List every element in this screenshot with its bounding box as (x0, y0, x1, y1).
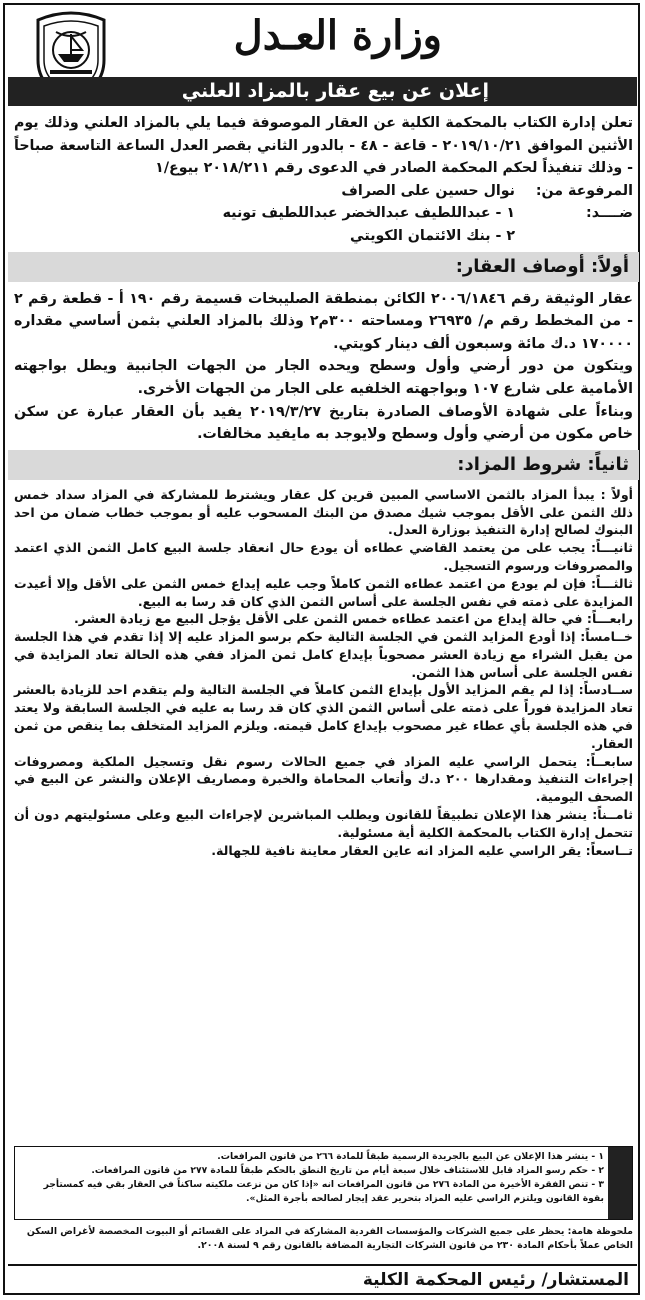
conditions-list (14, 486, 633, 860)
announcement-title: إعلان عن بيع عقار بالمزاد العلني (8, 77, 637, 106)
property-description-1: عقار الوثيقة رقم ٢٠٠٦/١٨٤٦ الكائن بمنطقة الصليبخات قسيمة رقم ١٩٠ أ - قطعة رقم ٢ - من المخطط رقم م/ ٢٦٩٣٥ ومساحته ٣٠٠م٢ وذلك بالمزاد العلني بثمن أساسي مقداره ١٧٠٠٠٠ د.ك مائة وسبعون ألف دينار كويتي. (14, 290, 633, 352)
announcement-body (14, 112, 633, 859)
notes-side-bar (608, 1147, 632, 1219)
ministry-name: وزارة العـدل (233, 12, 442, 59)
condition-9: تــاسعاً: يقر الراسي عليه المزاد انه عاين العقار معاينة نافية للجهالة. (211, 842, 633, 858)
intro-paragraph: تعلن إدارة الكتاب بالمحكمة الكلية عن العقار الموصوفة فيما يلي بالمزاد العلني وذلك يوم الأثنين الموافق ٢٠١٩/١٠/٢١ - قاعة - ٤٨ - بالدور الثاني بقصر العدل الساعة التاسعة صباحاً - وذلك تنفيذاً لحكم المحكمة الصادر في الدعوى رقم ٢٠١٨/٢١١ بيوع/١ (14, 115, 633, 177)
condition-4: رابعـــاً: في حالة إيداع من اعتمد عطاءه خمس الثمن على الأقل يؤجل البيع مع زيادة العشر. (73, 611, 633, 627)
plaintiff-name: نوال حسين على الصراف (341, 182, 515, 199)
note-1: ١ - ينشر هذا الإعلان عن البيع بالجريدة الرسمية طبقاً للمادة ٢٦٦ من قانون المرافعات. (217, 1151, 604, 1162)
property-description-2: ويتكون من دور أرضي وأول وسطح ويحده الجار من الجهات الجانبية ويطل بواجهته الأمامية على شارع ١٠٧ وبواجهته الخلفيه على الجار من الجهات الأخرى. (14, 358, 633, 397)
section-conditions-heading: ثانياً: شروط المزاد: (8, 450, 639, 480)
condition-1: أولاً : يبدأ المزاد بالثمن الاساسي المبين قرين كل عقار ويشترط للمشاركة في المزاد سداد خمس ذلك الثمن على الأقل بموجب شيك مصدق من البنك المسحوب عليه أو بموجب خطاب ضمان من احد البنوك لصالح إدارة التنفيذ بوزارة العدل. (14, 486, 633, 538)
note-2: ٢ - حكم رسو المزاد قابل للاستئناف خلال سبعة أيام من تاريخ النطق بالحكم طبقاً للمادة ٢٧٧ من قانون المرافعات. (91, 1165, 604, 1176)
condition-7: سابعــاً: يتحمل الراسي عليه المزاد في جميع الحالات رسوم نقل وتسجيل الملكية ومصروفات إجراءات التنفيذ ومقدارها ٢٠٠ د.ك وأتعاب المحاماة والخبرة ومصاريف الإعلان والنشر عن البيع في الصحف اليومية. (14, 753, 634, 805)
header (8, 8, 637, 78)
property-description-3: وبناءاً على شهادة الأوصاف الصادرة بتاريخ ٢٠١٩/٣/٢٧ يفيد بأن العقار عبارة عن سكن خاص مكون من أرضي وأول وسطح ولايوجد به مايفيد مخالفات. (14, 403, 633, 443)
defendant-1: ١ - عبداللطيف عبدالخضر عبداللطيف تونيه (222, 205, 515, 222)
condition-2: ثانيـــاً: يجب على من يعتمد القاضي عطاءه أن يودع حال انعقاد جلسة البيع كامل الثمن الذي اعتمد والمصروفات ورسوم التسجيل. (14, 540, 633, 573)
plaintiff-row (14, 180, 633, 203)
against-label: ضــــد: (586, 205, 633, 222)
condition-5: خــامساً: إذا أودع المزايد الثمن في الجلسة التالية حكم برسو المزاد عليه إلا إذا تقدم في هذا الجلسة من يقبل الشراء مع زيادة العشر مصحوباً بإيداع كامل ثمن المزاد ففي هذه الحالة تعاد المزايدة في نفس الجلسة على أساس هذا الثمن. (14, 629, 633, 680)
plaintiff-label: المرفوعة من: (535, 182, 633, 199)
defendant-2: ٢ - بنك الائتمان الكويتي (350, 227, 515, 244)
important-note-text: ملحوظة هامة: يحظر على جميع الشركات والمؤسسات الفردية المشاركة في المزاد على القسائم أو البيوت المخصصة لأغراض السكن الخاص عملاً بأحكام المادة ٢٣٠ من قانون الشركات التجارية المضافة بالقانون رقم ٩ لسنة ٢٠٠٨. (26, 1226, 633, 1251)
condition-8: ثامــناً: ينشر هذا الإعلان تطبيقاً للقانون ويطلب المباشرين لإجراءات البيع وعلى مسئوليتهم دون أن تتحمل إدارة الكتاب بالمحكمة الكلية أية مسئولية. (14, 807, 633, 840)
important-note (14, 1225, 633, 1253)
section-property-heading: أولاً: أوصاف العقار: (8, 252, 639, 282)
condition-6: ســادساً: إذا لم يقم المزايد الأول بإيداع الثمن كاملاً في الجلسة التالية ولم يتقدم احد للزيادة بالعشر تعاد المزايدة فوراً على ذمته على أساس الثمن الذي كان قد رسا به عليه في الجلسة السابقة ولا يعتد في هذه الجلسة بأي عطاء غير مصحوب بإيداع كامل قيمته. ويلزم المزايد المتخلف بما ينقص من ثمن العقار. (14, 682, 633, 751)
condition-3: ثالثـــاً: فإن لم يودع من اعتمد عطاءه الثمن كاملاً وجب عليه إيداع خمس الثمن على الأقل وإلا أعيدت المزايدة على ذمته في نفس الجلسة على أساس الثمن الذي كان قد رسا به البيع. (14, 575, 633, 609)
signature: المستشار/ رئيس المحكمة الكلية (362, 1270, 629, 1290)
footer-divider (8, 1264, 637, 1266)
defendant-row (14, 202, 633, 225)
legal-notes-box (14, 1146, 633, 1220)
note-3: ٣ - تنص الفقرة الأخيرة من المادة ٢٧٦ من قانون المرافعات انه «إذا كان من نزعت ملكيته ساكناً في العقار بقي فيه كمستأجر بقوة القانون ويلتزم الراسي عليه المزاد بتحرير عقد إيجار لصالحه بأجرة المثل». (43, 1179, 604, 1204)
